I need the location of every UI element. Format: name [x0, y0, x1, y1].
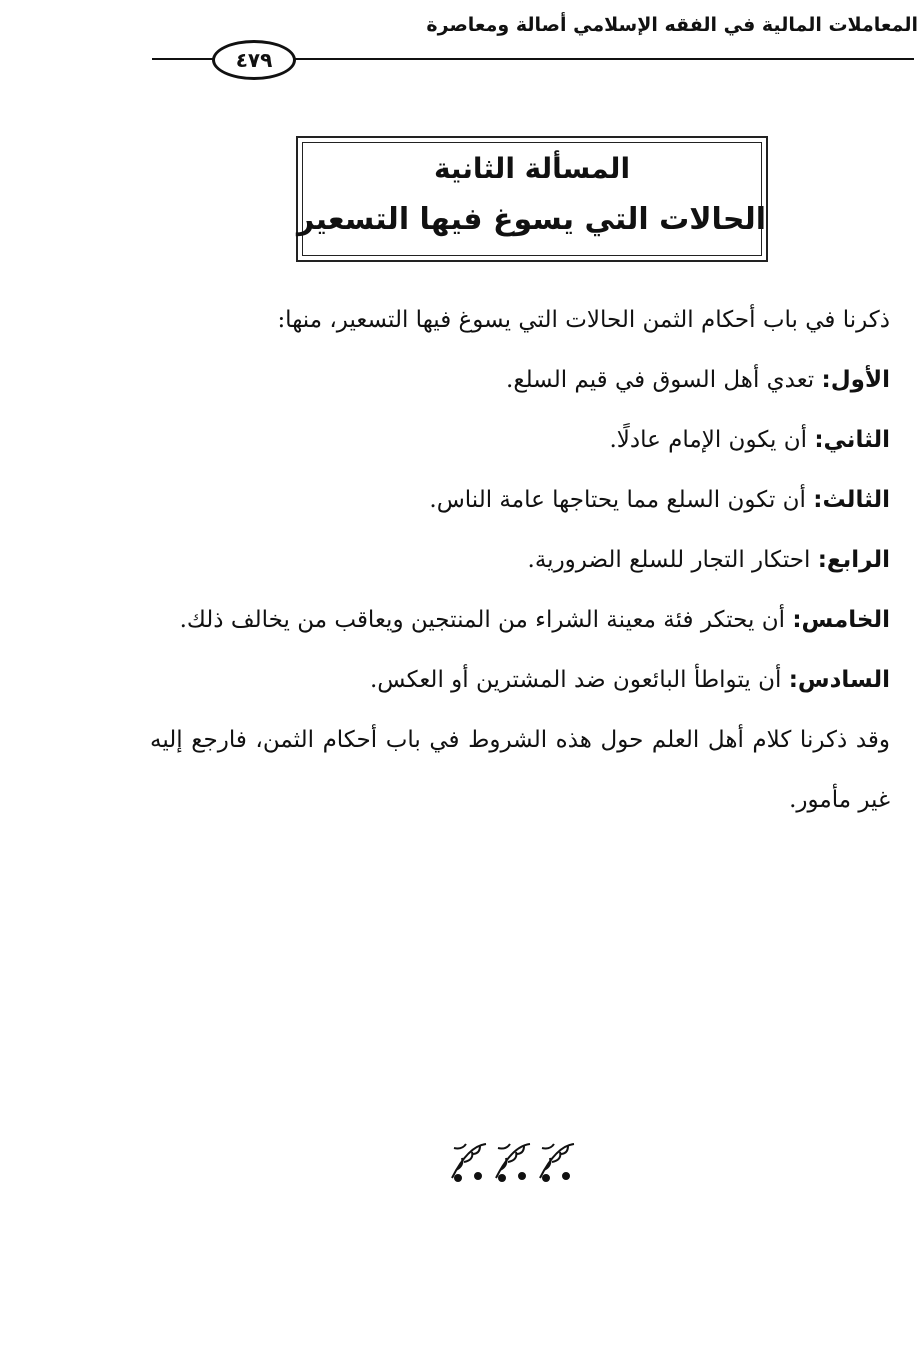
list-item-text: أن يكون الإمام عادلًا.	[609, 427, 815, 453]
list-item	[150, 350, 890, 410]
floral-ornament-icon	[540, 1144, 574, 1181]
intro-paragraph: ذكرنا في باب أحكام الثمن الحالات التي يسوغ فيها التسعير، منها:	[277, 307, 890, 333]
floral-ornament-icon	[452, 1144, 486, 1181]
list-item-text: تعدي أهل السوق في قيم السلع.	[506, 367, 822, 393]
list-item	[150, 470, 890, 530]
body-text	[150, 290, 890, 830]
list-item	[150, 590, 890, 650]
section-subtitle: الحالات التي يسوغ فيها التسعير	[296, 202, 766, 237]
list-item-label: الرابع:	[817, 547, 890, 573]
list-item-label: الخامس:	[792, 607, 890, 633]
running-header-title: المعاملات المالية في الفقه الإسلامي أصالة ومعاصرة	[426, 14, 918, 36]
list-item-label: الأول:	[821, 367, 890, 393]
list-item-text: أن يحتكر فئة معينة الشراء من المنتجين ويعاقب من يخالف ذلك.	[179, 607, 793, 633]
list-item	[150, 530, 890, 590]
page-number: ٤٧٩	[212, 40, 296, 80]
list-item-text: أن يتواطأ البائعون ضد المشترين أو العكس.	[370, 667, 789, 693]
list-item	[150, 650, 890, 710]
section-title: المسألة الثانية	[433, 152, 631, 185]
list-item-label: السادس:	[788, 667, 890, 693]
closing-paragraph: وقد ذكرنا كلام أهل العلم حول هذه الشروط في باب أحكام الثمن، فارجع إليه غير مأمور.	[150, 727, 890, 813]
floral-ornament-icon	[448, 1140, 578, 1184]
list-item-label: الثالث:	[813, 487, 890, 513]
list-item-label: الثاني:	[814, 427, 890, 453]
section-title-box	[296, 136, 768, 262]
floral-ornament-icon	[496, 1144, 530, 1181]
list-item-text: أن تكون السلع مما يحتاجها عامة الناس.	[429, 487, 814, 513]
list-item-text: احتكار التجار للسلع الضرورية.	[527, 547, 818, 573]
list-item	[150, 410, 890, 470]
